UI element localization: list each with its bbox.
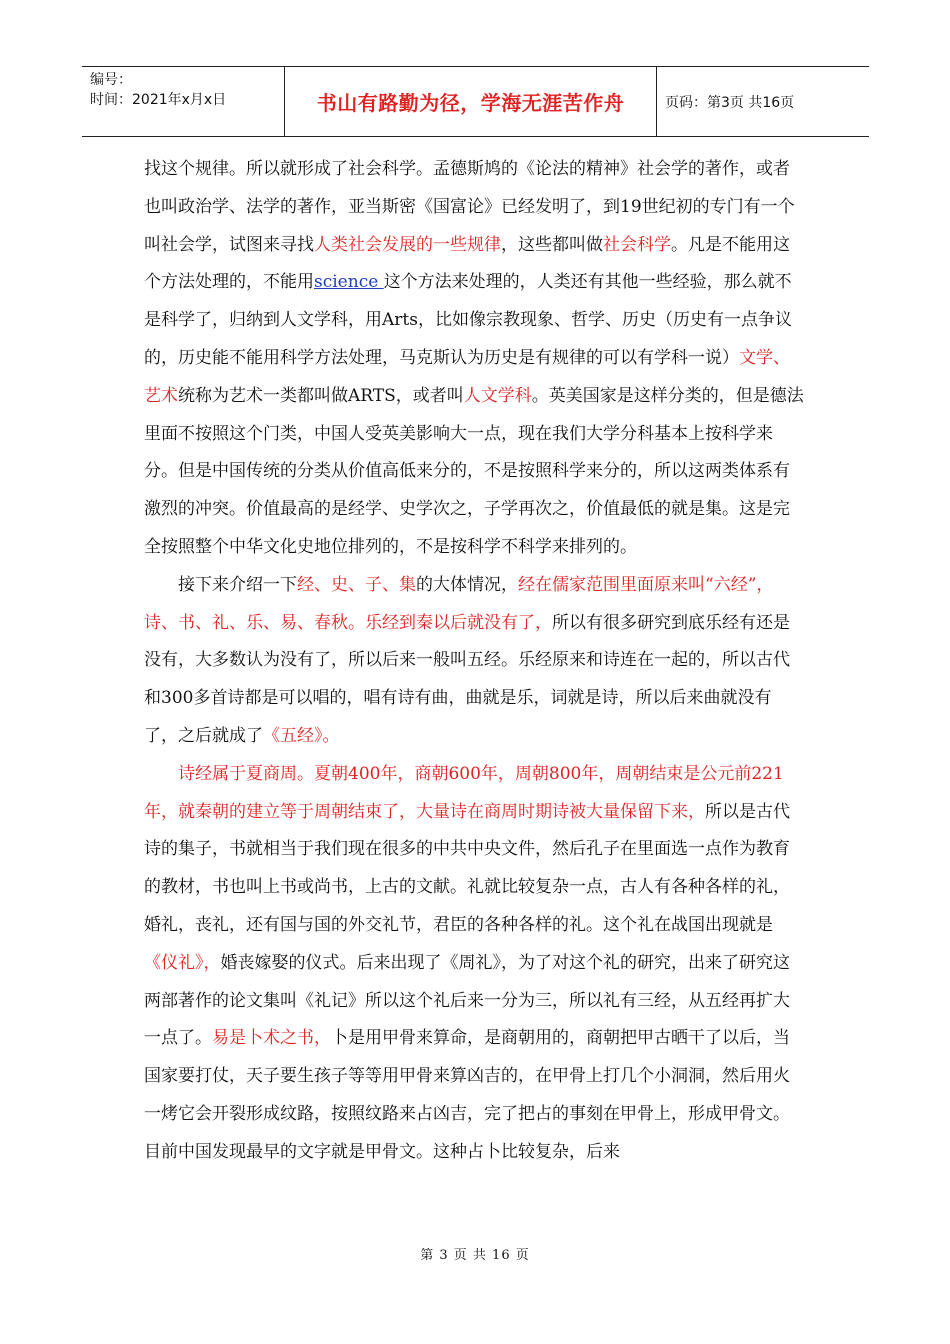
highlighted-text: 易是卜术之书， (212, 1028, 331, 1049)
text-segment: 统称为艺术一类都叫做ARTS，或者叫 (178, 385, 464, 406)
header-motto: 书山有路勤为径，学海无涯苦作舟 (285, 67, 657, 136)
document-body (144, 151, 804, 1172)
text-segment: 。凡是不能用这个方法处理的，不能用 (144, 234, 790, 293)
time-label: 时间：2021年x月x日 (90, 92, 227, 108)
text-segment: 所以是古代诗的集子，书就相当于我们现在很多的中共中央文件，然后孔子在里面选一点作为教育的教材，书也叫上书或尚书，上古的文献。礼就比较复杂一点，古人有各种各样的礼，婚礼，丧礼，还有国与国的外交礼节，君臣的各种各样的礼。这个礼在战国出现就是 (144, 801, 790, 935)
highlighted-text: 文学、艺术 (144, 347, 790, 406)
number-label: 编号： (90, 72, 132, 88)
text-segment: 接下来介绍一下 (178, 574, 297, 595)
text-segment: 所以有很多研究到底乐经有还是没有，大多数认为没有了，所以后来一般叫五经。乐经原来和诗连在一起的，所以古代和300多首诗都是可以唱的，唱有诗有曲，曲就是乐，词就是诗，所以后来曲就没有了，之后就成了 (144, 612, 790, 746)
text-segment: 卜是用甲骨来算命，是商朝用的，商朝把甲古晒干了以后，当国家要打仗，天子要生孩子等等用甲骨来算凶吉的，在甲骨上打几个小洞洞，然后用火一烤它会开裂形成纹路，按照纹路来占凶吉，完了把占的事刻在甲骨上，形成甲骨文。目前中国发现最早的文字就是甲骨文。这种占卜比较复杂，后来 (144, 1028, 790, 1162)
text-segment: 。英美国家是这样分类的，但是德法里面不按照这个门类，中国人受英美影响大一点，现在我们大学分科基本上按科学来分。但是中国传统的分类从价值高低来分的，不是按照科学来分的，所以这两类体系有激烈的冲突。价值最高的是经学、史学次之，子学再次之，价值最低的就是集。这是完全按照整个中华文化史地位排列的，不是按科学不科学来排列的。 (144, 385, 804, 557)
text-segment: 婚丧嫁娶的仪式。后来出现了《周礼》，为了对这个礼的研究，出来了研究这两部著作的论文集叫《礼记》所以这个礼后来一分为三，所以礼有三经，从五经再扩大一点了。 (144, 952, 790, 1049)
science-link[interactable]: science (314, 272, 384, 293)
text-segment: 的大体情况， (416, 574, 518, 595)
paragraph (144, 567, 804, 756)
highlighted-text: 人类社会发展的一些规律 (314, 234, 501, 255)
highlighted-text: 经在儒家范围里面原来叫“六经”，诗、书、礼、乐、易、春秋。乐经到秦以后就没有了， (144, 574, 774, 633)
highlighted-text: 社会科学 (603, 234, 671, 255)
page-header (82, 66, 869, 137)
highlighted-text: 人文学科 (463, 385, 532, 406)
header-meta (82, 67, 285, 136)
highlighted-text: 《仪礼》， (144, 952, 221, 973)
text-segment: 找这个规律。所以就形成了社会科学。孟德斯鸠的《论法的精神》社会学的著作，或者也叫政治学、法学的著作，亚当斯密《国富论》已经发明了，到19世纪初的专门有一个叫社会学，试图来寻找 (144, 159, 795, 255)
highlighted-text: 经、史、子、集 (297, 574, 416, 595)
page-footer: 第 3 页 共 16 页 (420, 1248, 530, 1263)
paragraph (144, 151, 804, 567)
text-segment: 这个方法来处理的，人类还有其他一些经验，那么就不是科学了，归纳到人文学科，用Arts，比如像宗教现象、哲学、历史（历史有一点争议的，历史能不能用科学方法处理，马克斯认为历史是有规律的可以有学科一说） (144, 272, 792, 368)
highlighted-text: 诗经属于夏商周。夏朝400年，商朝600年，周朝800年，周朝结束是公元前221年，就秦朝的建立等于周朝结束了，大量诗在商周时期诗被大量保留下来， (144, 763, 784, 822)
text-segment: ，这些都叫做 (501, 234, 603, 255)
paragraph (144, 756, 804, 1172)
header-page-info: 页码：第3页 共16页 (665, 94, 795, 111)
highlighted-text: 《五经》。 (263, 725, 340, 746)
